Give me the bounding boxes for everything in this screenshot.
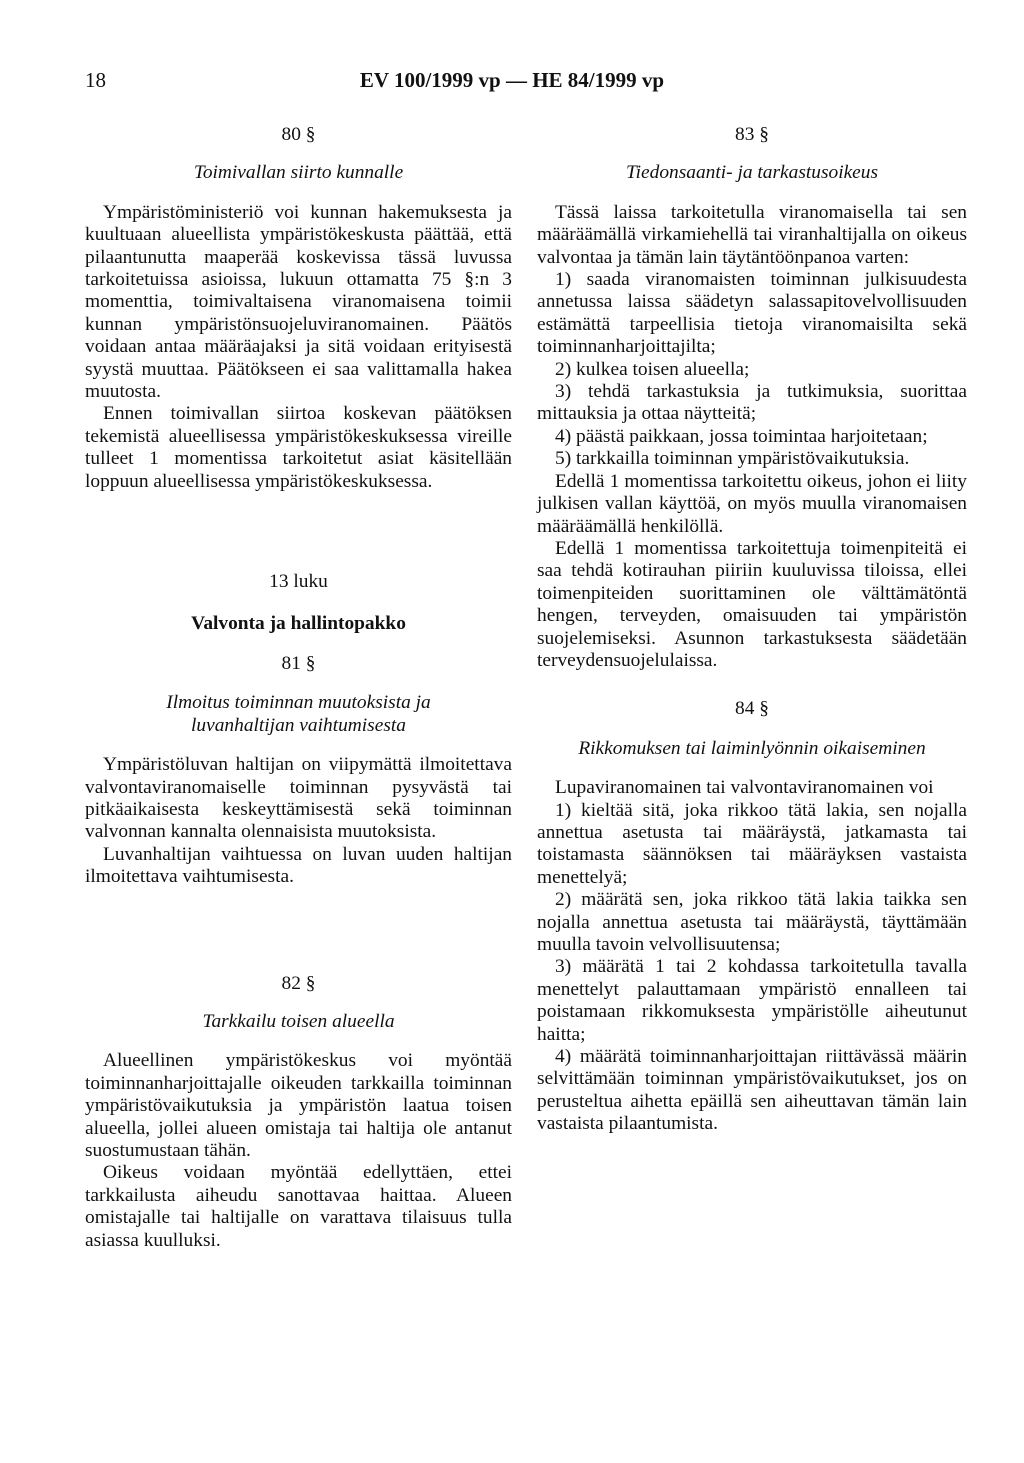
- section-81-caption: Ilmoitus toiminnan muutoksista ja luvanhaltijan vaihtumisesta: [166, 692, 431, 736]
- section-84-item-3: 3) määrätä 1 tai 2 kohdassa tarkoitetulla tavalla menettelyt palauttamaan ympäristö ennalleen tai poistamaan rikkomuksesta ympäristölle aiheutunut haitta;: [537, 956, 967, 1045]
- section-81-paragraph-1: Ympäristöluvan haltijan on viipymättä ilmoitettava valvontaviranomaiselle toiminnan pysyvästä tai pitkäaikaisesta keskeyttämisestä sekä toiminnan valvonnan kannalta olennaisista muutoksista.: [85, 754, 512, 843]
- section-81-number: 81 §: [281, 652, 316, 674]
- section-83-paragraph-2: Edellä 1 momentissa tarkoitettu oikeus, johon ei liity julkisen vallan käyttöä, on myös muulla viranomaisen määräämällä henkilöllä.: [537, 470, 967, 537]
- section-80-number: 80 §: [281, 124, 316, 145]
- section-80-caption: Toimivallan siirto kunnalle: [193, 162, 404, 184]
- section-83-caption: Tiedonsaanti- ja tarkastusoikeus: [625, 162, 879, 184]
- section-84-caption: Rikkomuksen tai laiminlyönnin oikaiseminen: [578, 737, 926, 759]
- section-82-caption: Tarkkailu toisen alueella: [202, 1010, 395, 1032]
- section-83-intro: Tässä laissa tarkoitetulla viranomaisella tai sen määräämällä virkamiehellä tai viranhaltijalla on oikeus valvontaa ja tämän lain täytäntöönpanoa varten:: [537, 201, 967, 268]
- left-column: [85, 124, 512, 1252]
- section-82-number: 82 §: [281, 972, 316, 994]
- page-header-title: EV 100/1999 vp — HE 84/1999 vp: [359, 68, 665, 92]
- section-82-paragraph-2: Oikeus voidaan myöntää edellyttäen, ettei tarkkailusta aiheudu sanottavaa haittaa. Alueen omistajalle tai haltijalle on varattava tilaisuus tulla asiassa kuulluksi.: [85, 1162, 512, 1251]
- section-83-item-1: 1) saada viranomaisten toiminnan julkisuudesta annetussa laissa säädetyn salassapitovelvollisuuden estämättä tarpeellisia tietoja viranomaisilta sekä toiminnanharjoittajilta;: [537, 269, 967, 358]
- page-number: 18: [85, 68, 106, 92]
- section-84-number: 84 §: [735, 698, 769, 720]
- section-80-paragraph-1: Ympäristöministeriö voi kunnan hakemuksesta ja kuultuaan alueellista ympäristökeskusta päättää, että pilaantunutta maaperää koskevissa tässä luvussa tarkoitetuissa asioissa, lukuun ottamatta 75 §:n 3 momenttia, toimivaltaisena viranomaisena toimii kunnan ympäristönsuojeluviranomainen. Päätös voidaan antaa määräajaksi ja sitä voidaan erityisestä syystä muuttaa. Päätökseen ei saa valittamalla hakea muutosta.: [85, 201, 512, 403]
- section-83-number: 83 §: [735, 124, 769, 145]
- section-84-intro: Lupaviranomainen tai valvontaviranomainen voi: [555, 777, 934, 799]
- section-81-paragraph-2: Luvanhaltijan vaihtuessa on luvan uuden haltijan ilmoitettava vaihtumisesta.: [85, 843, 512, 888]
- section-83-item-3: 3) tehdä tarkastuksia ja tutkimuksia, suorittaa mittauksia ja ottaa näytteitä;: [537, 381, 967, 425]
- chapter-number: 13 luku: [269, 571, 328, 593]
- section-83-item-4: 4) päästä paikkaan, jossa toimintaa harjoitetaan;: [555, 425, 928, 447]
- section-83-item-5: 5) tarkkailla toiminnan ympäristövaikutuksia.: [555, 448, 910, 470]
- right-column: [537, 124, 967, 1136]
- section-84-item-2: 2) määrätä sen, joka rikkoo tätä lakia taikka sen nojalla annettua asetusta tai määräystä, täyttämään muulla tavoin velvollisuutensa;: [537, 889, 967, 955]
- chapter-title: Valvonta ja hallintopakko: [191, 612, 406, 634]
- section-80-paragraph-2: Ennen toimivallan siirtoa koskevan päätöksen tekemistä alueellisessa ympäristökeskuksessa vireille tulleet 1 momentissa tarkoitetut asiat käsitellään loppuun alueellisessa ympäristökeskuksessa.: [85, 403, 512, 492]
- section-83-item-2: 2) kulkea toisen alueella;: [555, 358, 750, 380]
- section-83-paragraph-3: Edellä 1 momentissa tarkoitettuja toimenpiteitä ei saa tehdä kotirauhan piiriin kuuluvissa tiloissa, ellei toimenpiteiden suorittaminen ole välttämätöntä hengen, terveyden, omaisuuden tai ympäristön suojelemiseksi. Asunnon tarkastuksesta säädetään terveydensuojelulaissa.: [537, 537, 967, 671]
- section-82-paragraph-1: Alueellinen ympäristökeskus voi myöntää toiminnanharjoittajalle oikeuden tarkkailla toiminnan ympäristövaikutuksia ja ympäristön laatua toisen alueella, jollei alueen omistaja tai haltija ole antanut suostumustaan tähän.: [85, 1050, 512, 1161]
- section-84-item-4: 4) määrätä toiminnanharjoittajan riittävässä määrin selvittämään toiminnan ympäristövaikutukset, jos on perusteltua aihetta epäillä sen aiheuttavan tämän lain vastaista pilaantumista.: [537, 1046, 967, 1135]
- section-84-item-1: 1) kieltää sitä, joka rikkoo tätä lakia, sen nojalla annettua asetusta tai määräystä, jatkamasta tai toistamasta säännöksen tai määräyksen vastaista menettelyä;: [537, 799, 967, 888]
